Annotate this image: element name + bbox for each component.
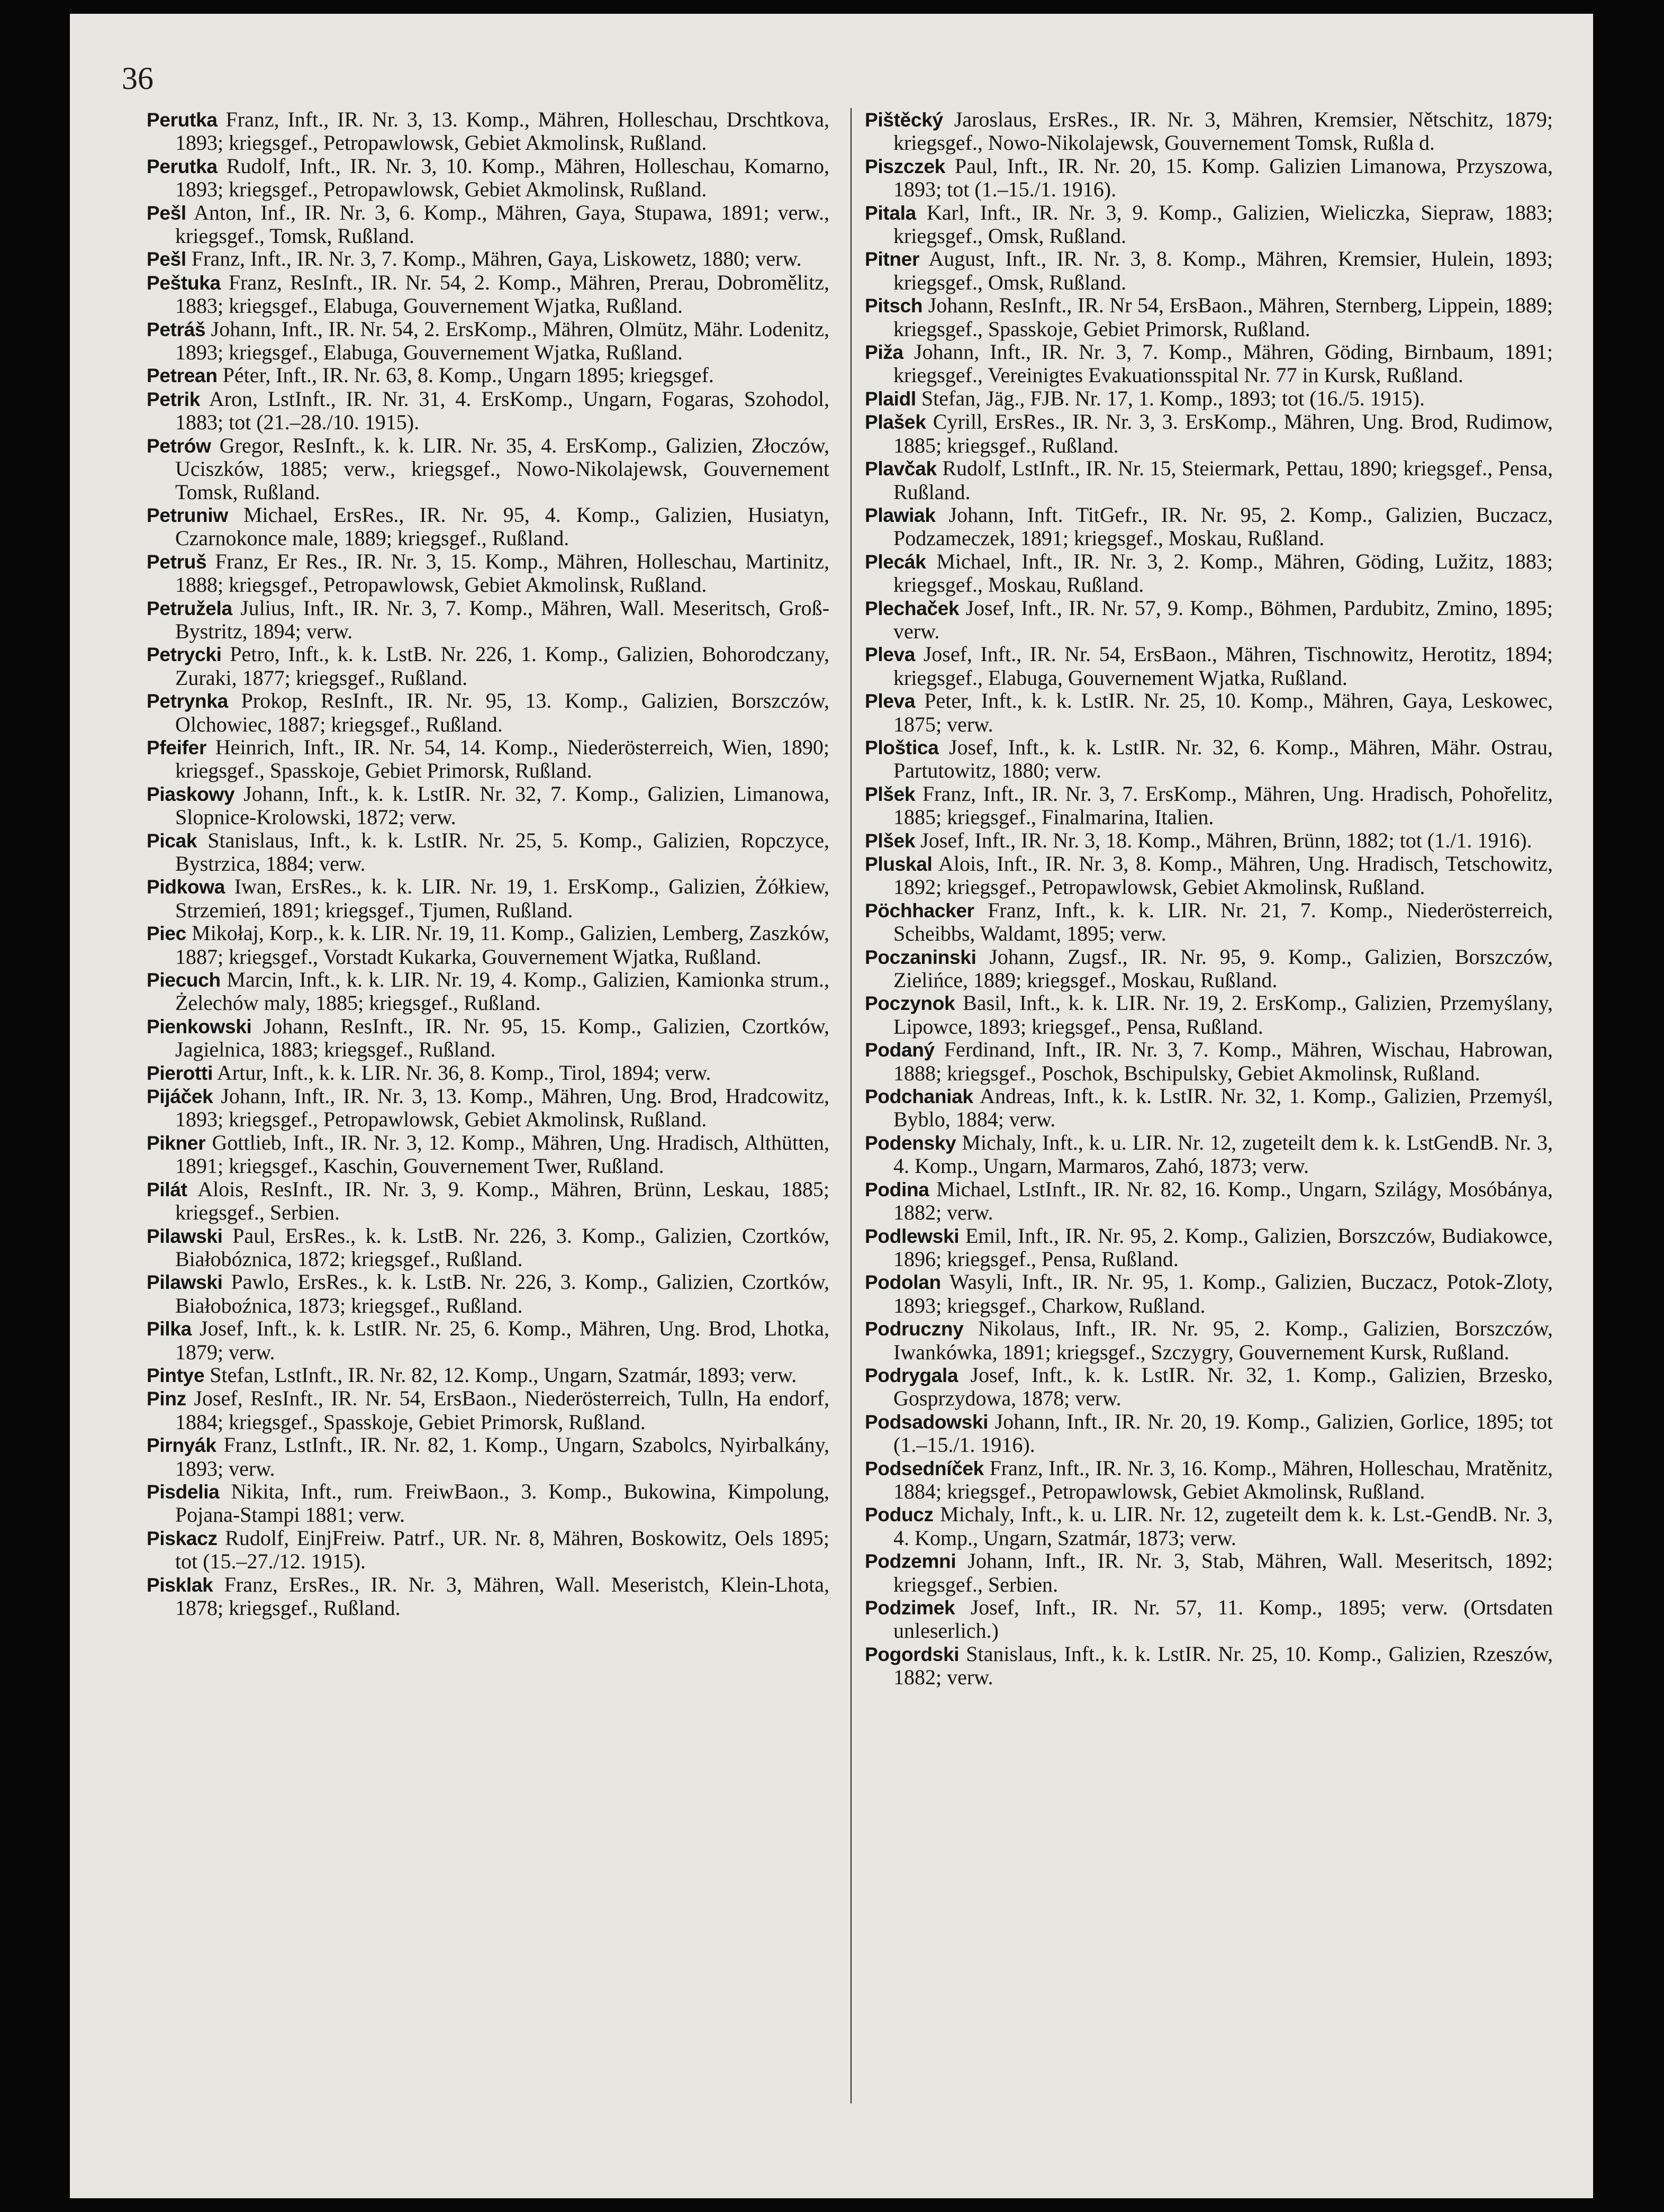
entry-name: Piec [147, 923, 186, 945]
list-item [147, 829, 829, 875]
list-item [865, 247, 1553, 294]
entry-details: Stanislaus, Inft., k. k. LstIR. Nr. 25, 5. Komp., Galizien, Ropczyce, Bystrzica, 1884; verw. [175, 828, 829, 875]
entry-details: Cyrill, ErsRes., IR. Nr. 3, 3. ErsKomp., Mähren, Ung. Brod, Rudimow, 1885; kriegsgef., Rußland. [893, 410, 1553, 457]
entry-details: Rudolf, Inft., IR. Nr. 3, 10. Komp., Mähren, Holleschau, Komarno, 1893; kriegsgef., Petropawlowsk, Gebiet Akmolinsk, Rußland. [175, 154, 829, 202]
entry-details: Peter, Inft., k. k. LstIR. Nr. 25, 10. Komp., Mähren, Gaya, Leskowec, 1875; verw. [893, 689, 1553, 736]
entry-details: Gottlieb, Inft., IR. Nr. 3, 12. Komp., Mähren, Ung. Hradisch, Althütten, 1891; kriegsgef., Kaschin, Gouvernement Twer, Rußland. [175, 1130, 829, 1178]
entry-details: Franz, Inft., IR. Nr. 3, 16. Komp., Mähren, Holleschau, Mratěnitz, 1884; kriegsgef., Petropawlowsk, Gebiet Akmolinsk, Rußland. [893, 1456, 1553, 1503]
entry-name: Pikner [147, 1132, 206, 1154]
entry-details: Franz, Inft., IR. Nr. 3, 13. Komp., Mähren, Holleschau, Drschtkova, 1893; kriegsgef., Petropawlowsk, Gebiet Akmolinsk, Rußland. [175, 108, 829, 155]
entry-details: Basil, Inft., k. k. LIR. Nr. 19, 2. ErsKomp., Galizien, Przemyślany, Lipowce, 1893; kriegsgef., Pensa, Rußland. [893, 991, 1553, 1039]
list-item [865, 457, 1553, 503]
entry-details: Heinrich, Inft., IR. Nr. 54, 14. Komp., Niederösterreich, Wien, 1890; kriegsgef., Spasskoje, Gebiet Primorsk, Rußland. [175, 735, 829, 783]
entry-name: Petruniw [147, 504, 228, 526]
entry-name: Plawiak [865, 504, 936, 526]
entry-name: Pienkowski [147, 1015, 252, 1037]
entry-name: Plaidl [865, 387, 916, 410]
entry-name: Perutka [147, 109, 218, 131]
entry-details: Johann, Inft., k. k. LstIR. Nr. 32, 7. Komp., Galizien, Limanowa, Slopnice-Krolowski, 1872; verw. [175, 781, 829, 829]
entry-name: Petružela [147, 597, 232, 619]
list-item [865, 643, 1553, 689]
entry-name: Pogordski [865, 1643, 960, 1665]
list-item [865, 1224, 1553, 1271]
entry-details: Johann, ResInft., IR. Nr 54, ErsBaon., Mähren, Sternberg, Lippein, 1889; kriegsgef., Spasskoje, Gebiet Primorsk, Rußland. [893, 293, 1553, 341]
entry-details: Prokop, ResInft., IR. Nr. 95, 13. Komp., Galizien, Borszczów, Olchowiec, 1887; kriegsgef., Rußland. [175, 689, 829, 736]
entry-details: Gregor, ResInft., k. k. LIR. Nr. 35, 4. ErsKomp., Galizien, Złoczów, Uciszków, 1885; verw., kriegsgef., Nowo-Nikolajewsk, Gouvernement Tomsk, Rußland. [175, 433, 829, 504]
entry-details: Stanislaus, Inft., k. k. LstIR. Nr. 25, 10. Komp., Galizien, Rzeszów, 1882; verw. [893, 1641, 1553, 1690]
entry-details: Artur, Inft., k. k. LIR. Nr. 36, 8. Komp., Tirol, 1894; verw. [216, 1060, 711, 1085]
entry-details: Alois, ResInft., IR. Nr. 3, 9. Komp., Mähren, Brünn, Leskau, 1885; kriegsgef., Serbien. [175, 1177, 829, 1225]
entry-details: Julius, Inft., IR. Nr. 3, 7. Komp., Mähren, Wall. Meseritsch, Groß-Bystritz, 1894; verw. [175, 595, 829, 643]
entry-details: Johann, Inft., IR. Nr. 3, Stab, Mähren, Wall. Meseritsch, 1892; kriegsgef., Serbien. [893, 1549, 1553, 1596]
list-item [147, 1131, 829, 1178]
entry-details: Iwan, ErsRes., k. k. LIR. Nr. 19, 1. ErsKomp., Galizien, Żółkiew, Strzemień, 1891; kriegsgef., Tjumen, Rußland. [175, 874, 829, 922]
entry-name: Podzemni [865, 1550, 956, 1573]
list-item [147, 201, 829, 248]
entry-name: Plechaček [865, 597, 960, 619]
entry-name: Picak [147, 829, 197, 852]
entry-details: Franz, LstInft., IR. Nr. 82, 1. Komp., Ungarn, Szabolcs, Nyirbalkány, 1893; verw. [175, 1433, 829, 1480]
list-item [147, 1224, 829, 1271]
list-item [147, 968, 829, 1015]
entry-name: Poczaninski [865, 946, 976, 968]
list-item [865, 945, 1553, 992]
entry-details: Franz, Inft., IR. Nr. 3, 7. ErsKomp., Mähren, Ung. Hradisch, Pohořelitz, 1885; kriegsgef., Finalmarina, Italien. [893, 781, 1553, 829]
entry-details: Nikita, Inft., rum. FreiwBaon., 3. Komp., Bukowina, Kimpolung, Pojana-Stampi 1881; verw. [175, 1479, 829, 1527]
entry-details: Johann, ResInft., IR. Nr. 95, 15. Komp., Galizien, Czortków, Jagielnica, 1883; kriegsgef., Rußland. [175, 1014, 829, 1062]
entry-details: Alois, Inft., IR. Nr. 3, 8. Komp., Mähren, Ung. Hradisch, Tetschowitz, 1892; kriegsgef., Petropawlowsk, Gebiet Akmolinsk, Rußland. [893, 852, 1553, 899]
list-item [865, 1131, 1553, 1178]
entry-name: Pierotti [147, 1062, 213, 1084]
entry-name: Piszczek [865, 155, 945, 177]
entry-name: Pilawski [147, 1225, 223, 1247]
list-item [147, 1085, 829, 1131]
list-item [147, 550, 829, 597]
entry-details: Pawlo, ErsRes., k. k. LstB. Nr. 226, 3. Komp., Galizien, Czortków, Białoboźnica, 1873; kriegsgef., Rußland. [175, 1270, 829, 1317]
list-item [147, 875, 829, 922]
entry-details: Johann, Inft. TitGefr., IR. Nr. 95, 2. Komp., Galizien, Buczacz, Podzameczek, 1891; kriegsgef., Moskau, Rußland. [893, 502, 1553, 550]
entry-details: Johann, Inft., IR. Nr. 3, 13. Komp., Mähren, Ung. Brod, Hradcowitz, 1893; kriegsgef., Petropawlowsk, Gebiet Akmolinsk, Rußland. [175, 1084, 829, 1132]
entry-details: Johann, Inft., IR. Nr. 3, 7. Komp., Mähren, Göding, Birnbaum, 1891; kriegsgef., Vereinigtes Evakuationsspital Nr. 77 in Kursk, Rußland. [893, 340, 1553, 387]
entry-details: Josef, ResInft., IR. Nr. 54, ErsBaon., Niederösterreich, Tulln, Ha endorf, 1884; kriegsgef., Spasskoje, Gebiet Primorsk, Rußland. [175, 1386, 829, 1434]
list-item [865, 201, 1553, 248]
list-item [147, 271, 829, 318]
list-item [147, 782, 829, 829]
list-item [865, 1410, 1553, 1457]
entry-name: Pleva [865, 644, 916, 666]
entry-name: Piskacz [147, 1527, 218, 1549]
entry-name: Podensky [865, 1132, 956, 1154]
entry-details: Paul, ErsRes., k. k. LstB. Nr. 226, 3. Komp., Galizien, Czortków, Białobóznica, 1872; kriegsgef., Rußland. [175, 1223, 829, 1271]
entry-name: Podrygala [865, 1364, 958, 1386]
entry-name: Plašek [865, 411, 926, 434]
entry-name: Pilawski [147, 1271, 223, 1294]
right-column [865, 108, 1553, 2119]
list-item [865, 991, 1553, 1038]
list-item [147, 155, 829, 201]
list-item [865, 550, 1553, 597]
list-item [865, 1085, 1553, 1131]
entry-details: Franz, Inft., IR. Nr. 3, 7. Komp., Mähren, Gaya, Liskowetz, 1880; verw. [191, 247, 802, 271]
entry-name: Plšek [865, 783, 916, 805]
list-item [147, 1061, 829, 1085]
list-item [147, 1480, 829, 1527]
entry-name: Podolan [865, 1271, 941, 1294]
entry-name: Petrynka [147, 690, 228, 712]
entry-name: Plecák [865, 550, 926, 573]
entry-name: Petruš [147, 550, 207, 573]
list-item [147, 1433, 829, 1480]
entry-details: Stefan, LstInft., IR. Nr. 82, 12. Komp., Ungarn, Szatmár, 1893; verw. [210, 1362, 797, 1387]
entry-name: Perutka [147, 155, 218, 177]
column-divider [851, 108, 852, 2103]
entry-details: Franz, ResInft., IR. Nr. 54, 2. Komp., Mähren, Prerau, Dobromělitz, 1883; kriegsgef., Elabuga, Gouvernement Wjatka, Rußland. [175, 270, 829, 318]
entry-details: Josef, Inft., k. k. LstIR. Nr. 32, 1. Komp., Galizien, Brzesko, Gosprzydowa, 1878; verw. [893, 1362, 1553, 1411]
list-item [147, 1270, 829, 1317]
entry-details: Johann, Inft., IR. Nr. 54, 2. ErsKomp., Mähren, Olmütz, Mähr. Lodenitz, 1893; kriegsgef., Elabuga, Gouvernement Wjatka, Rußland. [175, 317, 829, 365]
list-item [147, 597, 829, 643]
entry-details: Jaroslaus, ErsRes., IR. Nr. 3, Mähren, Kremsier, Nětschitz, 1879; kriegsgef., Nowo-Nikolajewsk, Gouvernement Tomsk, Rußla d. [893, 108, 1553, 155]
entry-details: Josef, Inft., IR. Nr. 57, 9. Komp., Böhmen, Pardubitz, Zmino, 1895; verw. [893, 595, 1553, 643]
entry-name: Piaskowy [147, 783, 235, 805]
list-item [865, 899, 1553, 945]
list-item [865, 829, 1553, 852]
entry-name: Poducz [865, 1504, 934, 1526]
entry-name: Pešl [147, 248, 186, 270]
entry-name: Poczynok [865, 992, 955, 1015]
list-item [147, 434, 829, 503]
list-item [865, 1457, 1553, 1503]
entry-name: Ploštica [865, 736, 939, 759]
entry-name: Pidkowa [147, 876, 225, 898]
list-item [865, 387, 1553, 410]
entry-details: Josef, Inft., IR. Nr. 3, 18. Komp., Mähren, Brünn, 1882; tot (1./1. 1916). [920, 828, 1532, 852]
entry-name: Petrean [147, 365, 218, 387]
entry-details: Franz, Inft., k. k. LIR. Nr. 21, 7. Komp., Niederösterreich, Scheibbs, Waldamt, 1895; verw. [893, 898, 1553, 946]
entry-name: Pfeifer [147, 736, 207, 759]
entry-name: Podsedníček [865, 1457, 984, 1479]
list-item [865, 597, 1553, 643]
entry-name: Podruczny [865, 1318, 964, 1340]
entry-details: Paul, Inft., IR. Nr. 20, 15. Komp. Galizien Limanowa, Przyszowa, 1893; tot (1.–15./1. 1916). [893, 154, 1553, 202]
list-item [865, 1642, 1553, 1689]
entry-name: Pijáček [147, 1086, 213, 1108]
entry-name: Plavčak [865, 458, 937, 480]
entry-details: Michael, LstInft., IR. Nr. 82, 16. Komp., Ungarn, Szilágy, Mosóbánya, 1882; verw. [893, 1177, 1553, 1225]
list-item [865, 736, 1553, 782]
entry-details: Josef, Inft., k. k. LstIR. Nr. 32, 6. Komp., Mähren, Mähr. Ostrau, Partutowitz, 1880; verw. [893, 735, 1553, 783]
entry-details: Aron, LstInft., IR. Nr. 31, 4. ErsKomp., Ungarn, Fogaras, Szohodol, 1883; tot (21.–28./10. 1915). [175, 386, 829, 435]
list-item [865, 503, 1553, 550]
entry-name: Petrów [147, 435, 211, 457]
list-item [147, 736, 829, 782]
entry-name: Pitner [865, 248, 920, 270]
entry-details: Wasyli, Inft., IR. Nr. 95, 1. Komp., Galizien, Buczacz, Potok-Zloty, 1893; kriegsgef., Charkow, Rußland. [893, 1270, 1553, 1317]
list-item [865, 1364, 1553, 1410]
entry-details: Rudolf, LstInft., IR. Nr. 15, Steiermark, Pettau, 1890; kriegsgef., Pensa, Rußland. [893, 456, 1553, 504]
entry-details: Michael, Inft., IR. Nr. 3, 2. Komp., Mähren, Göding, Lužitz, 1883; kriegsgef., Moskau, Rußland. [893, 549, 1553, 597]
entry-name: Podchaniak [865, 1086, 973, 1108]
list-item [865, 1038, 1553, 1085]
list-item [865, 1317, 1553, 1364]
entry-name: Pinz [147, 1388, 186, 1410]
document-page [70, 14, 1593, 2198]
entry-name: Pintye [147, 1364, 205, 1386]
entry-name: Petrik [147, 388, 201, 410]
list-item [147, 1387, 829, 1433]
entry-details: Josef, Inft., IR. Nr. 57, 11. Komp., 1895; verw. (Ortsdaten unleserlich.) [893, 1595, 1553, 1643]
entry-details: August, Inft., IR. Nr. 3, 8. Komp., Mähren, Kremsier, Hulein, 1893; kriegsgef., Omsk, Rußland. [893, 247, 1553, 294]
list-item [865, 782, 1553, 829]
entry-details: Michaly, Inft., k. u. LIR. Nr. 12, zugeteilt dem k. k. LstGendB. Nr. 3, 4. Komp., Ungarn, Marmaros, Zahó, 1873; verw. [893, 1130, 1553, 1178]
list-item [147, 643, 829, 689]
entry-details: Andreas, Inft., k. k. LstIR. Nr. 32, 1. Komp., Galizien, Przemyśl, Byblo, 1884; verw. [893, 1084, 1553, 1132]
entry-name: Podsadowski [865, 1411, 989, 1433]
entry-name: Peštuka [147, 272, 221, 294]
entry-name: Pilát [147, 1178, 187, 1200]
list-item [865, 108, 1553, 155]
list-item [147, 922, 829, 968]
list-item [147, 387, 829, 434]
list-item [865, 1503, 1553, 1549]
entry-details: Ferdinand, Inft., IR. Nr. 3, 7. Komp., Mähren, Wischau, Habrowan, 1888; kriegsgef., Poschok, Bschipulsky, Gebiet Akmolinsk, Rußland. [893, 1037, 1553, 1085]
entry-name: Plšek [865, 829, 916, 852]
list-item [147, 1573, 829, 1620]
list-item [865, 1549, 1553, 1596]
entry-details: Michael, ErsRes., IR. Nr. 95, 4. Komp., Galizien, Husiatyn, Czarnokonce male, 1889; kriegsgef., Rußland. [175, 502, 829, 550]
list-item [147, 318, 829, 364]
list-item [147, 503, 829, 550]
entry-name: Pöchhacker [865, 899, 974, 922]
entry-name: Pitala [865, 202, 916, 224]
list-item [865, 294, 1553, 340]
list-item [147, 689, 829, 736]
entry-details: Josef, Inft., IR. Nr. 54, ErsBaon., Mähren, Tischnowitz, Herotitz, 1894; kriegsgef., Elabuga, Gouvernement Wjatka, Rußland. [893, 642, 1553, 690]
entry-details: Rudolf, EinjFreiw. Patrf., UR. Nr. 8, Mähren, Boskowitz, Oels 1895; tot (15.–27./12. 1915). [175, 1525, 829, 1574]
list-item [865, 410, 1553, 457]
entry-name: Pešl [147, 202, 186, 224]
entry-name: Pisklak [147, 1574, 213, 1596]
entry-name: Pluskal [865, 853, 933, 875]
entry-name: Petráš [147, 318, 206, 340]
entry-details: Franz, ErsRes., IR. Nr. 3, Mähren, Wall. Meseristch, Klein-Lhota, 1878; kriegsgef., Rußland. [175, 1572, 829, 1620]
entry-name: Podaný [865, 1039, 935, 1061]
entry-name: Pisdelia [147, 1480, 220, 1503]
list-item [147, 247, 829, 270]
entry-name: Podlewski [865, 1225, 960, 1247]
list-item [865, 155, 1553, 201]
list-item [147, 1317, 829, 1364]
entry-name: Petrycki [147, 644, 222, 666]
page-number: 36 [122, 61, 153, 96]
list-item [865, 340, 1553, 387]
entry-name: Pitsch [865, 295, 923, 317]
entry-details: Michaly, Inft., k. u. LIR. Nr. 12, zugeteilt dem k. k. Lst.-GendB. Nr. 3, 4. Komp., Ungarn, Szatmár, 1873; verw. [893, 1502, 1553, 1550]
entry-details: Mikołaj, Korp., k. k. LIR. Nr. 19, 11. Komp., Galizien, Lemberg, Zaszków, 1887; kriegsgef., Vorstadt Kukarka, Gouvernement Wjatka, Rußland. [175, 921, 829, 969]
list-item [865, 1270, 1553, 1317]
entry-details: Karl, Inft., IR. Nr. 3, 9. Komp., Galizien, Wieliczka, Siepraw, 1883; kriegsgef., Omsk, Rußland. [893, 200, 1553, 248]
list-item [865, 689, 1553, 736]
entry-details: Nikolaus, Inft., IR. Nr. 95, 2. Komp., Galizien, Borszczów, Iwankówka, 1891; kriegsgef., Szczygry, Gouvernement Kursk, Rußland. [893, 1316, 1553, 1364]
entry-name: Piža [865, 341, 903, 364]
list-item [147, 108, 829, 155]
left-column [147, 108, 829, 2119]
entry-details: Johann, Zugsf., IR. Nr. 95, 9. Komp., Galizien, Borszczów, Zielińce, 1889; kriegsgef., Moskau, Rußland. [893, 944, 1553, 992]
list-item [865, 1596, 1553, 1642]
entry-name: Pištěcký [865, 109, 943, 131]
list-item [865, 1178, 1553, 1224]
entry-name: Pleva [865, 690, 916, 712]
entry-name: Piecuch [147, 969, 221, 991]
list-item [865, 852, 1553, 899]
entry-details: Marcin, Inft., k. k. LIR. Nr. 19, 4. Komp., Galizien, Kamionka strum., Żelechów maly, 1885; kriegsgef., Rußland. [175, 968, 829, 1015]
entry-details: Anton, Inf., IR. Nr. 3, 6. Komp., Mähren, Gaya, Stupawa, 1891; verw., kriegsgef., Tomsk, Rußland. [175, 200, 829, 248]
entry-name: Podzimek [865, 1597, 955, 1619]
entry-name: Pilka [147, 1318, 192, 1340]
entry-details: Franz, Er Res., IR. Nr. 3, 15. Komp., Mähren, Holleschau, Martinitz, 1888; kriegsgef., Petropawlowsk, Gebiet Akmolinsk, Rußland. [175, 549, 829, 597]
entry-details: Emil, Inft., IR. Nr. 95, 2. Komp., Galizien, Borszczów, Budiakowce, 1896; kriegsgef., Pensa, Rußland. [893, 1223, 1553, 1271]
entry-details: Johann, Inft., IR. Nr. 20, 19. Komp., Galizien, Gorlice, 1895; tot (1.–15./1. 1916). [893, 1409, 1553, 1457]
entry-details: Stefan, Jäg., FJB. Nr. 17, 1. Komp., 1893; tot (16./5. 1915). [921, 386, 1425, 410]
entry-details: Péter, Inft., IR. Nr. 63, 8. Komp., Ungarn 1895; kriegsgef. [222, 363, 714, 387]
entry-name: Podina [865, 1178, 929, 1200]
entry-details: Petro, Inft., k. k. LstB. Nr. 226, 1. Komp., Galizien, Bohorodczany, Zuraki, 1877; kriegsgef., Rußland. [175, 642, 829, 690]
list-item [147, 1015, 829, 1061]
entry-name: Pirnyák [147, 1434, 216, 1457]
list-item [147, 1527, 829, 1573]
list-item [147, 1364, 829, 1387]
list-item [147, 364, 829, 387]
list-item [147, 1178, 829, 1224]
entry-details: Josef, Inft., k. k. LstIR. Nr. 25, 6. Komp., Mähren, Ung. Brod, Lhotka, 1879; verw. [175, 1316, 829, 1364]
